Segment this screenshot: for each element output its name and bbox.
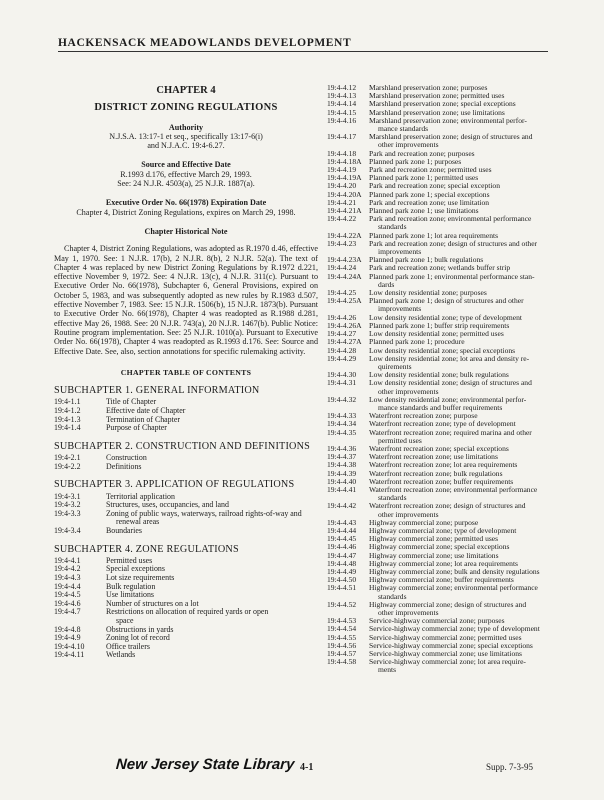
toc-entry-number: 19:4-4.24 [327, 263, 357, 273]
toc-entry-title: Restrictions on allocation of required yards or open [106, 607, 269, 617]
toc-entry-number: 19:4-4.4 [54, 581, 81, 591]
toc-entry-number: 19:4-4.39 [327, 468, 357, 478]
toc-entry-number: 19:4-4.54 [327, 624, 357, 634]
toc-entry-title: Planned park zone 1; buffer strip requirements [369, 320, 510, 330]
toc-entry-number: 19:4-4.10 [54, 641, 85, 651]
historical-note-text: Chapter 4, District Zoning Regulations, was adopted as R.1970 d.46, effective May 1, 1970. See: 1 N.J.R. 17(b), 2 N.J.R. 8(b), 2 N.J.R. 52(a). The text of Chapter 4 was replaced by new District Zoning Regulations by R.1972 d.221, effective November 9, 1972. See: 4 N.J.R. 13(c), 4 N.J.R. 311(c). Pursuant to Executive Order No. 66(1978), Subchapter 6, General Provisions, expired on October 5, 1983, and was subsequently adopted as new rules by R.1983 d.507, effective November 7, 1983. See: 15 N.J.R. 1506(b), 15 N.J.R. 1873(b). Pursuant to Executive Order No. 66(1978), Chapter 4 was readopted as R.1988 d.281, effective May 26, 1988. See: 20 N.J.R. 743(a), 20 N.J.R. 1467(b). Public Notice: Routine program implementation. See: 25 N.J.R. 1010(a). Pursuant to Executive Order No. 66(1978), Chapter 4 was readopted as R.1993 d.176. See: Source and Effective Date. See, also, section annotations for specific rulemaking activity. [54, 244, 318, 356]
toc-entry-number: 19:4-4.18 [327, 148, 357, 158]
toc-entry-title: Low density residential zone; design of structures and [369, 378, 532, 388]
toc-entry-number: 19:4-4.19 [327, 165, 357, 175]
toc-entry-title: Planned park zone 1; use limitations [369, 206, 479, 216]
toc-entry-number: 19:4-4.57 [327, 649, 357, 659]
toc-entry-number: 19:4-4.53 [327, 616, 357, 626]
toc-entry-title: Planned park zone 1; bulk regulations [369, 255, 484, 265]
toc-entry-number: 19:4-4.23 [327, 238, 357, 248]
toc-entry-number: 19:4-4.16 [327, 115, 357, 125]
toc-entry-number: 19:4-4.27A [327, 337, 362, 347]
source-heading: Source and Effective Date [141, 160, 231, 170]
toc-entry-title-continued: improvements [378, 247, 422, 257]
executive-order-heading: Executive Order No. 66(1978) Expiration Date [105, 198, 267, 208]
toc-entry-title: Waterfront recreation zone; design of structures and [369, 501, 526, 511]
source-line: See: 24 N.J.R. 4503(a), 25 N.J.R. 1887(a). [117, 179, 255, 189]
toc-entry-number: 19:4-4.44 [327, 525, 357, 535]
toc-entry-number: 19:4-4.55 [327, 632, 357, 642]
toc-entry [54, 424, 318, 433]
toc-entry-number: 19:4-4.49 [327, 566, 357, 576]
toc-entry-title: Park and recreation zone; environmental performance [369, 214, 532, 224]
toc-entry-title: Park and recreation zone; permitted uses [369, 165, 492, 175]
toc-entry-title: Planned park zone 1; environmental performance stan- [369, 271, 535, 281]
toc-entry-number: 19:4-4.26 [327, 312, 357, 322]
toc-entry-title: Territorial application [106, 491, 175, 501]
toc-entry-title: Service-highway commercial zone; special exceptions [369, 640, 533, 650]
toc-entry [327, 215, 553, 223]
subchapter-heading: SUBCHAPTER 1. GENERAL INFORMATION [54, 385, 260, 397]
toc-entry-number: 19:4-4.31 [327, 378, 357, 388]
toc-entry [54, 626, 318, 635]
toc-entry-title: Park and recreation zone; special exception [369, 181, 500, 191]
toc-entry-continuation [54, 617, 318, 626]
toc-entry-number: 19:4-4.45 [327, 534, 357, 544]
toc-entry-title: Park and recreation zone; purposes [369, 148, 475, 158]
toc-entry-title: Waterfront recreation zone; buffer requirements [369, 476, 514, 486]
toc-entry-title-continued: quirements [378, 361, 412, 371]
toc-entry-title: Planned park zone 1; special exceptions [369, 189, 490, 199]
toc-entry-number: 19:4-4.23A [327, 255, 362, 265]
toc-entry-title: Highway commercial zone; type of development [369, 525, 517, 535]
toc-entry-title: Service-highway commercial zone; lot area require- [369, 657, 526, 667]
toc-entry-title: Planned park zone 1; design of structures and other [369, 296, 524, 306]
toc-entry-title: Permitted uses [106, 555, 153, 565]
toc-entry [54, 454, 318, 463]
toc-title: CHAPTER TABLE OF CONTENTS [120, 367, 252, 377]
toc-entry [327, 133, 553, 141]
toc-entry-number: 19:4-4.19A [327, 173, 362, 183]
toc-entry-title: Waterfront recreation zone; required marina and other [369, 427, 532, 437]
toc-entry-title-continued: standards [378, 591, 407, 601]
toc-entry-number: 19:4-4.26A [327, 320, 362, 330]
toc-entry [54, 527, 318, 536]
right-column [327, 84, 553, 675]
toc-entry-title-continued: other improvements [378, 608, 439, 617]
toc-entry-number: 19:4-4.20A [327, 189, 362, 199]
toc-entry-title: Waterfront recreation zone; purpose [369, 411, 478, 421]
toc-entry [327, 584, 553, 592]
toc-entry-title-continued: ments [378, 665, 397, 675]
toc-entry-title: Planned park zone 1; purposes [369, 156, 462, 166]
toc-entry-number: 19:4-4.6 [54, 598, 81, 608]
toc-entry [54, 608, 318, 617]
toc-entry-title: Low density residential zone; permitted uses [369, 329, 504, 339]
toc-entry [327, 658, 553, 666]
toc-entry-title-continued: other improvements [378, 386, 439, 396]
toc-entry-number: 19:4-2.1 [54, 453, 81, 463]
toc-entry [327, 273, 553, 281]
toc-entry-title: Special exceptions [106, 564, 165, 574]
toc-entry-title-continued: mance standards [378, 124, 429, 134]
toc-entry-title-continued: other improvements [378, 509, 439, 519]
toc-entry-number: 19:4-2.2 [54, 461, 81, 471]
authority-line: and N.J.A.C. 19:4-6.27. [147, 141, 225, 151]
toc-entry-title: Planned park zone 1; lot area requirements [369, 230, 499, 240]
toc-entry-number: 19:4-4.21 [327, 197, 357, 207]
toc-entry-number: 19:4-4.27 [327, 329, 357, 339]
toc-entry-number: 19:4-4.28 [327, 345, 357, 355]
toc-entry-title-continued: standards [378, 493, 407, 503]
toc-entry-number: 19:4-4.21A [327, 206, 362, 216]
subchapter-heading: SUBCHAPTER 3. APPLICATION OF REGULATIONS [54, 479, 295, 491]
subchapter-heading: SUBCHAPTER 2. CONSTRUCTION AND DEFINITIONS [54, 440, 311, 452]
toc-entry-title: Highway commercial zone; use limitations [369, 550, 499, 560]
toc-entry-title: Highway commercial zone; purpose [369, 517, 479, 527]
toc-entry-title: Low density residential zone; special exceptions [369, 345, 516, 355]
toc-entry-number: 19:4-4.58 [327, 657, 357, 667]
toc-entry-title: Bulk regulation [106, 581, 156, 591]
toc-entry-title-continued: mance standards and buffer requirements [378, 402, 503, 412]
toc-entry-number: 19:4-4.48 [327, 558, 357, 568]
toc-entry [54, 583, 318, 592]
toc-entry-title: Service-highway commercial zone; type of development [369, 624, 540, 634]
toc-entry-number: 19:4-3.3 [54, 508, 81, 518]
authority-heading: Authority [168, 122, 204, 132]
toc-entry [54, 565, 318, 574]
toc-entry-title: Termination of Chapter [106, 414, 180, 424]
toc-entry-number: 19:4-4.30 [327, 370, 357, 380]
toc-entry-title: Highway commercial zone; buffer requirements [369, 575, 514, 585]
toc-entry-title: Highway commercial zone; permitted uses [369, 534, 499, 544]
toc-entry-number: 19:4-3.1 [54, 491, 81, 501]
toc-entry-number: 19:4-4.46 [327, 542, 357, 552]
toc-entry-number: 19:4-4.18A [327, 156, 362, 166]
toc-entry [54, 416, 318, 425]
toc-entry-number: 19:4-4.47 [327, 550, 357, 560]
toc-entry-title-continued: space [116, 616, 134, 625]
toc-entry-title: Low density residential zone; type of development [369, 312, 522, 322]
toc-entry [327, 486, 553, 494]
toc-entry-number: 19:4-1.2 [54, 406, 81, 416]
toc-entry-title: Planned park zone 1; procedure [369, 337, 465, 347]
toc-entry-number: 19:4-4.38 [327, 460, 357, 470]
toc-entry-title: Park and recreation zone; use limitation [369, 197, 490, 207]
toc-entry-title: Construction [106, 453, 147, 463]
toc-entry-title-continued: standards [378, 222, 407, 232]
toc-entry [327, 601, 553, 609]
historical-note-heading: Chapter Historical Note [144, 226, 228, 236]
toc-entry-number: 19:4-3.2 [54, 500, 81, 510]
toc-entry [327, 355, 553, 363]
toc-entry-title: Service-highway commercial zone; purposes [369, 616, 505, 626]
toc-entry-continuation [327, 666, 553, 674]
table-of-contents [54, 386, 318, 660]
toc-entry-title: Zoning lot of record [106, 633, 170, 643]
page-number: 4-1 [300, 762, 314, 773]
executive-order-text: Chapter 4, District Zoning Regulations, expires on March 29, 1998. [76, 207, 296, 217]
toc-entry-number: 19:4-4.2 [54, 564, 81, 574]
toc-entry-number: 19:4-4.33 [327, 411, 357, 421]
chapter-title: DISTRICT ZONING REGULATIONS [94, 102, 278, 114]
toc-entry-title-continued: dards [378, 279, 395, 289]
toc-entry-title: Waterfront recreation zone; lot area requirements [369, 460, 518, 470]
toc-entry-number: 19:4-1.1 [54, 397, 81, 407]
toc-entry-title: Effective date of Chapter [106, 406, 186, 416]
toc-entry-title: Service-highway commercial zone; use limitations [369, 649, 522, 659]
toc-entry [54, 643, 318, 652]
toc-entry-title: Marshland preservation zone; use limitations [369, 107, 505, 117]
toc-entry-number: 19:4-4.52 [327, 599, 357, 609]
toc-entry-number: 19:4-4.25A [327, 296, 362, 306]
toc-entry-number: 19:4-4.42 [327, 501, 357, 511]
toc-entry-title: Low density residential zone; environmental perfor- [369, 394, 527, 404]
toc-entry-title: Waterfront recreation zone; bulk regulations [369, 468, 503, 478]
toc-entry-title: Waterfront recreation zone; environmental performance [369, 484, 538, 494]
toc-entry-number: 19:4-4.8 [54, 624, 81, 634]
toc-entry-number: 19:4-4.13 [327, 91, 357, 101]
toc-entry-title: Park and recreation zone; design of structures and other [369, 238, 538, 248]
toc-entry-number: 19:4-4.50 [327, 575, 357, 585]
library-stamp: New Jersey State Library [115, 756, 296, 773]
subchapter-heading: SUBCHAPTER 4. ZONE REGULATIONS [54, 543, 239, 555]
toc-entry-number: 19:4-4.7 [54, 607, 81, 617]
toc-entry-number: 19:4-4.12 [327, 83, 357, 92]
toc-entry-number: 19:4-4.15 [327, 107, 357, 117]
toc-entry-title-continued: improvements [378, 304, 422, 314]
toc-entry-title-continued: permitted uses [378, 435, 422, 445]
toc-entry [54, 634, 318, 643]
toc-entry-title: Highway commercial zone; special exceptions [369, 542, 510, 552]
toc-entry-title: Waterfront recreation zone; special exceptions [369, 443, 509, 453]
toc-entry-number: 19:4-4.51 [327, 583, 357, 593]
toc-entry-title: Obstructions in yards [106, 624, 174, 634]
toc-entry-title: Highway commercial zone; environmental performance [369, 583, 538, 593]
toc-entry-title: Marshland preservation zone; special exceptions [369, 99, 516, 109]
toc-entry-title: Highway commercial zone; bulk and density regulations [369, 566, 540, 576]
toc-entry [54, 463, 318, 472]
toc-entry-number: 19:4-4.9 [54, 633, 81, 643]
running-head: HACKENSACK MEADOWLANDS DEVELOPMENT [58, 37, 548, 52]
toc-entry-title: Low density residential zone; bulk regulations [369, 370, 509, 380]
toc-entry [327, 240, 553, 248]
supplement-date: Supp. 7-3-95 [486, 762, 533, 772]
toc-entry-number: 19:4-4.29 [327, 353, 357, 363]
toc-entry-number: 19:4-4.34 [327, 419, 357, 429]
toc-entry-title-continued: other improvements [378, 140, 439, 150]
toc-entry [327, 379, 553, 387]
toc-entry-title: Waterfront recreation zone; use limitations [369, 452, 498, 462]
toc-entry-number: 19:4-4.25 [327, 288, 357, 298]
toc-entry-title: Structures, uses, occupancies, and land [106, 500, 229, 510]
toc-entry-number: 19:4-4.17 [327, 132, 357, 142]
toc-entry [54, 557, 318, 566]
toc-entry-title: Low density residential zone; lot area and density re- [369, 353, 530, 363]
toc-entry-number: 19:4-4.20 [327, 181, 357, 191]
toc-entry-number: 19:4-4.14 [327, 99, 357, 109]
toc-entry-title: Highway commercial zone; design of structures and [369, 599, 527, 609]
toc-entry-number: 19:4-4.40 [327, 476, 357, 486]
toc-entry [327, 297, 553, 305]
toc-entry-title: Lot size requirements [106, 573, 175, 583]
toc-entry [327, 502, 553, 510]
toc-entry-title: Number of structures on a lot [106, 598, 199, 608]
toc-entry-number: 19:4-4.22A [327, 230, 362, 240]
toc-entry-title: Waterfront recreation zone; type of development [369, 419, 516, 429]
toc-entry-number: 19:4-4.1 [54, 555, 81, 565]
chapter-number: CHAPTER 4 [156, 85, 216, 96]
toc-entry-title: Office trailers [106, 641, 150, 651]
toc-entry [327, 117, 553, 125]
toc-entry-continuation [54, 518, 318, 527]
toc-entry [54, 651, 318, 660]
left-column [54, 82, 318, 660]
authority-line: N.J.S.A. 13:17-1 et seq., specifically 13:17-6(i) [109, 131, 263, 141]
toc-entry-number: 19:4-4.41 [327, 484, 357, 494]
toc-entry-title: Boundaries [106, 525, 142, 535]
toc-entry-number: 19:4-1.4 [54, 423, 81, 433]
toc-entry-title: Title of Chapter [106, 397, 157, 407]
toc-entry-title: Use limitations [106, 590, 154, 600]
toc-entry-number: 19:4-4.37 [327, 452, 357, 462]
toc-entry-number: 19:4-4.43 [327, 517, 357, 527]
toc-entry-title: Purpose of Chapter [106, 423, 167, 433]
toc-entry-title: Service-highway commercial zone; permitted uses [369, 632, 522, 642]
source-line: R.1993 d.176, effective March 29, 1993. [120, 169, 252, 179]
toc-entry-number: 19:4-3.4 [54, 525, 81, 535]
toc-entry-number: 19:4-4.24A [327, 271, 362, 281]
toc-entry-number: 19:4-4.22 [327, 214, 357, 224]
toc-entry-title: Marshland preservation zone; environmental perfor- [369, 115, 527, 125]
toc-entry-number: 19:4-4.3 [54, 573, 81, 583]
toc-entry [54, 574, 318, 583]
toc-entry-title-continued: renewal areas [116, 517, 160, 527]
toc-entry-number: 19:4-1.3 [54, 414, 81, 424]
toc-entry-title: Planned park zone 1; permitted uses [369, 173, 479, 183]
toc-entry [54, 398, 318, 407]
toc-entry-number: 19:4-4.5 [54, 590, 81, 600]
toc-entry-title: Definitions [106, 461, 142, 471]
toc-entry-number: 19:4-4.36 [327, 443, 357, 453]
toc-entry-title: Marshland preservation zone; purposes [369, 83, 488, 92]
toc-entry [327, 429, 553, 437]
toc-entry-title: Marshland preservation zone; permitted uses [369, 91, 505, 101]
toc-entry [54, 407, 318, 416]
toc-entry-number: 19:4-4.35 [327, 427, 357, 437]
toc-entry-title: Marshland preservation zone; design of structures and [369, 132, 533, 142]
toc-entry-title: Highway commercial zone; lot area requirements [369, 558, 518, 568]
toc-entry-number: 19:4-4.56 [327, 640, 357, 650]
toc-entry-title: Low density residential zone; purposes [369, 288, 487, 298]
toc-entry-number: 19:4-4.11 [54, 650, 85, 660]
toc-entry-title: Park and recreation zone; wetlands buffer strip [369, 263, 511, 273]
toc-entry [54, 510, 318, 519]
toc-entry-title: Zoning of public ways, waterways, railroad rights-of-way and [106, 508, 302, 518]
toc-entry-title: Wetlands [106, 650, 136, 660]
toc-entry-number: 19:4-4.32 [327, 394, 357, 404]
